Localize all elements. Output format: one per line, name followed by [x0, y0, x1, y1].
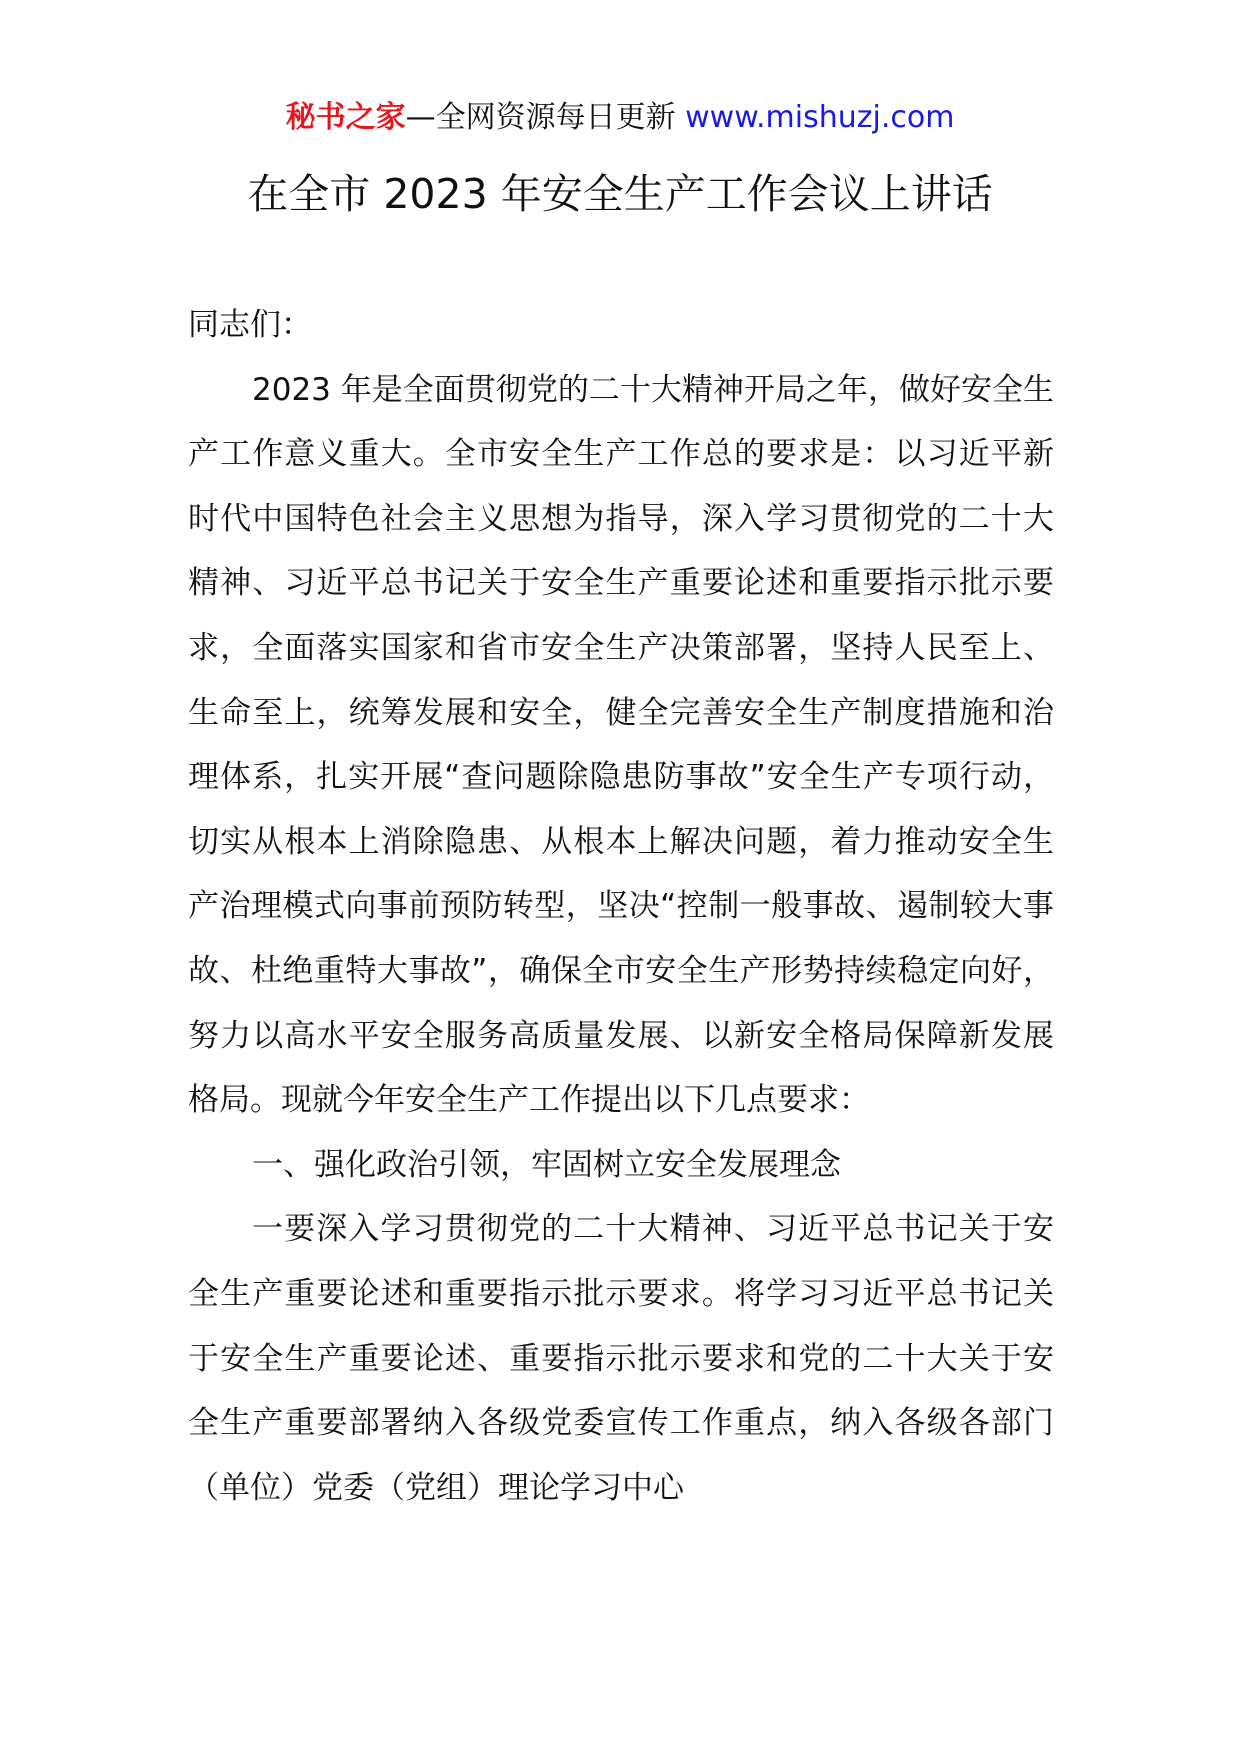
- body-paragraph-intro: 2023 年是全面贯彻党的二十大精神开局之年，做好安全生产工作意义重大。全市安全生产工作总的要求是：以习近平新时代中国特色社会主义思想为指导，深入学习贯彻党的二十大精神、习近平总书记关于安全生产重要论述和重要指示批示要求，全面落实国家和省市安全生产决策部署，坚持人民至上、生命至上，统筹发展和安全，健全完善安全生产制度措施和治理体系，扎实开展“查问题除隐患防事故”安全生产专项行动，切实从根本上消除隐患、从根本上解决问题，着力推动安全生产治理模式向事前预防转型，坚决“控制一般事故、遏制较大事故、杜绝重特大事故”，确保全市安全生产形势持续稳定向好，努力以高水平安全服务高质量发展、以新安全格局保障新发展格局。现就今年安全生产工作提出以下几点要求：: [188, 371, 1054, 1119]
- document-body: [188, 293, 1054, 1520]
- document-title: 在全市 2023 年安全生产工作会议上讲话: [247, 170, 993, 218]
- section-heading-1: 一、强化政治引领，牢固树立安全发展理念: [252, 1146, 841, 1183]
- site-url-link[interactable]: www.mishuzj.com: [685, 100, 955, 135]
- header-tagline: —全网资源每日更新: [405, 100, 686, 135]
- brand-name: 秘书之家: [285, 100, 406, 135]
- salutation: 同志们：: [188, 307, 312, 343]
- body-paragraph-1: 一要深入学习贯彻党的二十大精神、习近平总书记关于安全生产重要论述和重要指示批示要求。将学习习近平总书记关于安全生产重要论述、重要指示批示要求和党的二十大关于安全生产重要部署纳入各级党委宣传工作重点，纳入各级各部门（单位）党委（党组）理论学习中心: [188, 1211, 1054, 1506]
- site-header: [0, 98, 1240, 138]
